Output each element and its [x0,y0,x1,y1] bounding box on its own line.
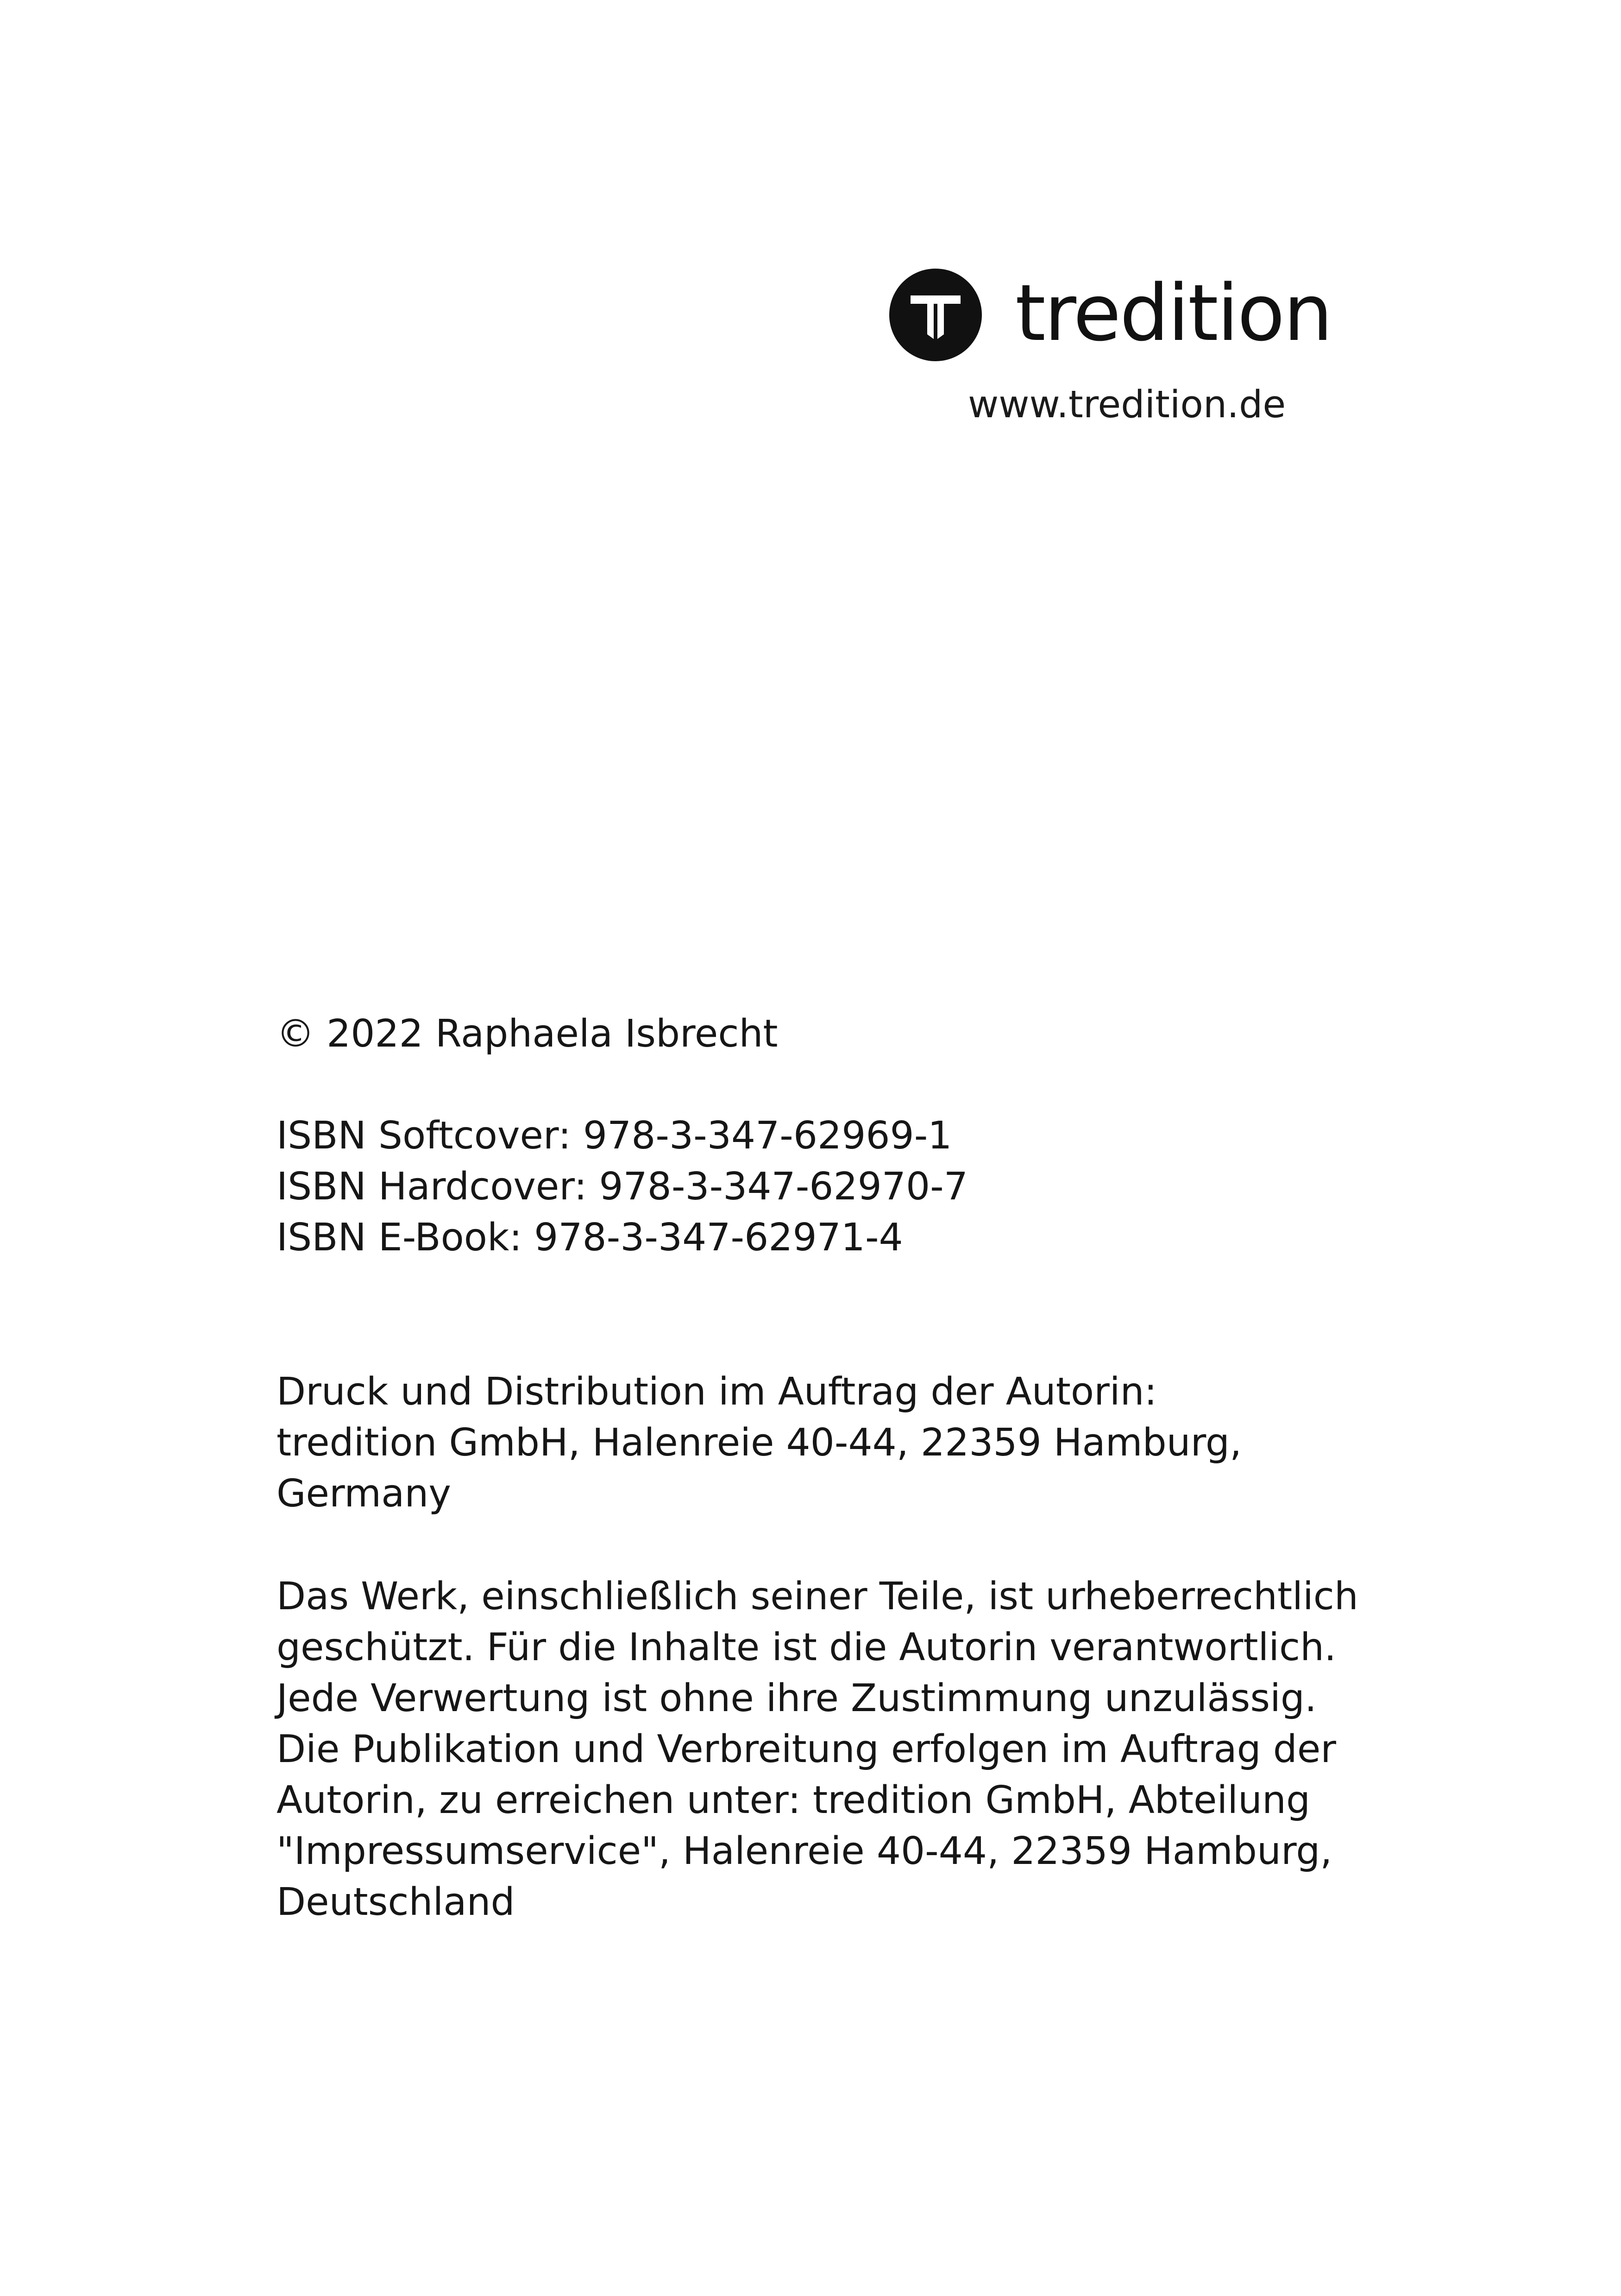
legal-notice-line-7: Deutschland [276,1880,515,1924]
publisher-url: www.tredition.de [968,383,1286,427]
imprint-block [276,1009,1388,1928]
isbn-ebook: ISBN E-Book: 978-3-347-62971-4 [276,1216,903,1260]
legal-notice-line-5: Autorin, zu erreichen unter: tredition GmbH, Abteilung [276,1778,1311,1822]
isbn-softcover: ISBN Softcover: 978-3-347-62969-1 [276,1114,952,1158]
distribution-line-2: tredition GmbH, Halenreie 40-44, 22359 Hamburg, [276,1421,1242,1465]
tredition-logo-icon [889,269,982,361]
legal-notice-line-3: Jede Verwertung ist ohne ihre Zustimmung unzulässig. [276,1676,1317,1720]
copyright-line: © 2022 Raphaela Isbrecht [276,1012,778,1056]
publisher-logo-block [889,269,1352,454]
legal-notice-line-2: geschützt. Für die Inhalte ist die Autorin verantwortlich. [276,1625,1337,1669]
legal-notice-line-1: Das Werk, einschließlich seiner Teile, ist urheberrechtlich [276,1575,1358,1618]
legal-notice-line-6: "Impressumservice", Halenreie 40-44, 22359 Hamburg, [276,1829,1332,1873]
distribution-line-3: Germany [276,1472,451,1516]
distribution-line-1: Druck und Distribution im Auftrag der Autorin: [276,1370,1157,1414]
publisher-wordmark: tredition [1015,268,1332,358]
isbn-hardcover: ISBN Hardcover: 978-3-347-62970-7 [276,1165,968,1209]
legal-notice-line-4: Die Publikation und Verbreitung erfolgen im Auftrag der [276,1727,1336,1771]
